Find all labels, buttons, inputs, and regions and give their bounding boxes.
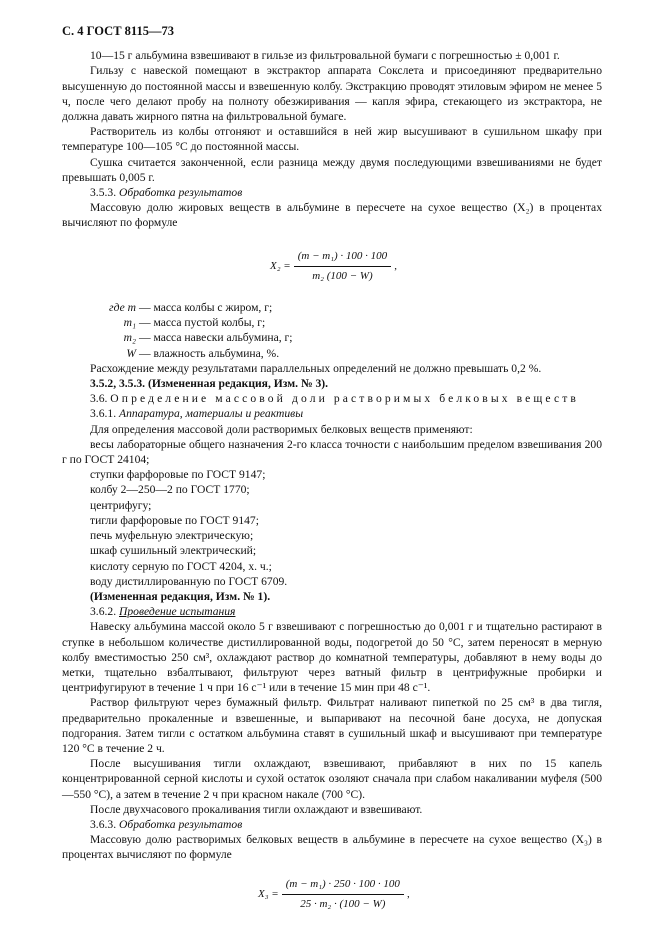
equipment-list (62, 467, 602, 589)
section-title: Проведение испытания (119, 605, 236, 619)
list-item: центрифугу; (90, 498, 152, 512)
definition-row (90, 300, 602, 315)
definition-text: — влажность альбумина, %. (139, 346, 280, 360)
formula-fraction (294, 249, 391, 284)
paragraph: Раствор фильтруют через бумажный фильтр. Фильтрат наливают пипеткой по 25 см³ в два тигля, предварительно прокаленные и взвешенные, и выпаривают на песочной бане досуха, не допуская подгорания. Затем тигли с остатком альбумина ставят в сушильный шкаф и высушивают при температуре 120 °С в течение 2 ч. (62, 696, 602, 755)
paragraph: После двухчасового прокаливания тигли охлаждают и взвешивают. (90, 802, 423, 816)
formula-x2 (270, 249, 602, 284)
section-title: Обработка результатов (119, 817, 243, 831)
paragraph: Растворитель из колбы отгоняют и оставшийся в ней жир высушивают в сушильном шкафу при температуре 100—105 °С до постоянной массы. (62, 125, 602, 154)
definition-row (90, 315, 602, 330)
section-title: Определение массовой доли растворимых белковых веществ (110, 392, 579, 406)
section-number: 3.6.1. (90, 407, 117, 421)
list-item: воду дистиллированную по ГОСТ 6709. (90, 574, 288, 588)
paragraph: Для определения массовой доли растворимых белковых веществ применяют: (90, 422, 473, 436)
formula-numerator: (m − m₁) · 250 · 100 · 100 (282, 877, 404, 895)
definition-row (90, 330, 602, 345)
variable-definitions (62, 300, 602, 361)
section-title: Аппаратура, материалы и реактивы (119, 407, 304, 421)
definition-symbol: m₂ (123, 331, 136, 345)
definition-text: — масса навески альбумина, г; (139, 331, 293, 345)
formula-x3 (258, 877, 602, 912)
list-item: тигли фарфоровые по ГОСТ 9147; (90, 513, 259, 527)
paragraph: 10—15 г альбумина взвешивают в гильзе из фильтровальной бумаги с погрешностью ± 0,001 г. (90, 49, 560, 63)
section-number: 3.6.3. (90, 817, 117, 831)
section-heading-3-6-1 (62, 406, 602, 421)
formula-fraction (282, 877, 404, 912)
formula-denominator: m₂ (100 − W) (312, 269, 373, 282)
section-number: 3.6. (90, 392, 108, 406)
formula-denominator: 25 · m₂ · (100 − W) (300, 897, 386, 910)
section-heading-3-6 (62, 391, 602, 406)
formula-lhs: X₂ = (270, 259, 291, 272)
section-number: 3.6.2. (90, 605, 117, 619)
amendment-note: 3.5.2, 3.5.3. (Измененная редакция, Изм. № 3). (90, 377, 329, 391)
list-item: ступки фарфоровые по ГОСТ 9147; (90, 468, 266, 482)
document-page (62, 24, 602, 912)
section-heading-3-5-3 (62, 185, 602, 200)
definition-row (90, 346, 602, 361)
paragraph: Расхождение между результатами параллельных определений не должно превышать 0,2 %. (90, 361, 542, 375)
definition-text: — масса пустой колбы, г; (139, 316, 266, 330)
formula-lhs: X₃ = (258, 887, 279, 900)
list-item: печь муфельную электрическую; (90, 529, 254, 543)
list-item: колбу 2—250—2 по ГОСТ 1770; (90, 483, 250, 497)
formula-numerator: (m − m₁) · 100 · 100 (294, 249, 391, 267)
paragraph: Гильзу с навеской помещают в экстрактор аппарата Сокслета и присоединяют предварительно высушенную до постоянной массы и взвешенную колбу. Экстракцию проводят этиловым эфиром не менее 5 ч, после чего делают пробу на полноту обезжиривания — капля эфира, стекающего из экстрактора, не должна давать жирного пятна на фильтровальной бумаге. (62, 64, 602, 124)
definition-symbol: W (126, 346, 136, 360)
section-heading-3-6-2 (62, 604, 602, 619)
page-header: С. 4 ГОСТ 8115—73 (62, 24, 174, 38)
amendment-note: (Измененная редакция, Изм. № 1). (90, 589, 271, 603)
definition-text: — масса колбы с жиром, г; (139, 301, 273, 315)
paragraph: Массовую долю растворимых белковых веществ в альбумине в пересчете на сухое вещество (X₃) в процентах вычисляют по формуле (62, 833, 602, 862)
paragraph: После высушивания тигли охлаждают, взвешивают, прибавляют в них по 15 капель концентрированной серной кислоты и сухой остаток озоляют сначала при слабом накаливании муфеля (500—550 °С), а затем в течение 2 ч при красном накале (700 °С). (62, 757, 602, 801)
formula-tail: , (406, 887, 410, 900)
list-item: шкаф сушильный электрический; (90, 544, 257, 558)
list-item: кислоту серную по ГОСТ 4204, х. ч.; (90, 559, 272, 573)
section-number: 3.5.3. (90, 186, 117, 200)
paragraph: Массовую долю жировых веществ в альбумине в пересчете на сухое вещество (X₂) в процентах вычисляют по формуле (62, 201, 602, 230)
paragraph: весы лабораторные общего назначения 2-го класса точности с наибольшим пределом взвешивания 200 г по ГОСТ 24104; (62, 437, 602, 467)
paragraph: Навеску альбумина массой около 5 г взвешивают с погрешностью до 0,001 г и тщательно растирают в ступке в небольшом количестве дистиллированной воды, подогретой до 50 °С, затем переносят в мерную колбу вместимостью 250 см³, охлаждают раствор до комнатной температуры, добавляют в нему воды до метки, тщательно взбалтывают, фильтруют через ватный фильтр в центрифужные пробирки и центрифугируют в течение 1 ч при 16 с⁻¹ или в течение 15 мин при 48 с⁻¹. (62, 620, 602, 695)
section-heading-3-6-3 (62, 817, 602, 832)
definition-symbol: m₁ (123, 316, 136, 330)
paragraph: Сушка считается законченной, если разница между двумя последующими взвешиваниями не будет превышать 0,005 г. (62, 155, 602, 184)
formula-tail: , (394, 259, 397, 272)
section-title: Обработка результатов (119, 186, 243, 200)
definition-symbol: где m (109, 301, 136, 315)
